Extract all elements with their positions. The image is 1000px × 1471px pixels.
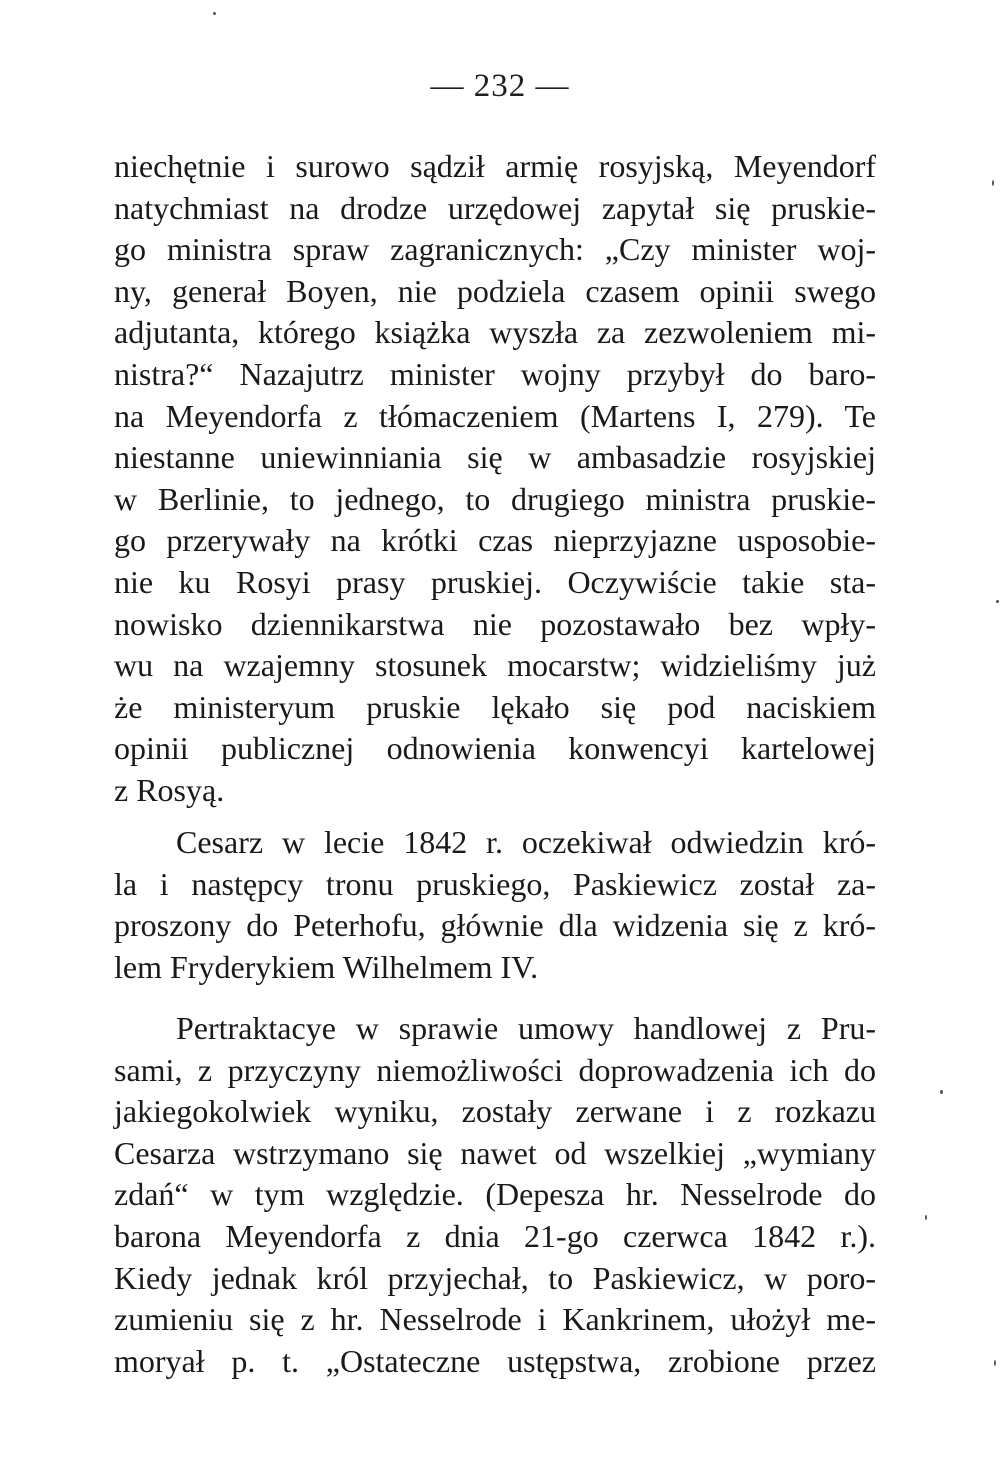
text-line: adjutanta, którego książka wyszła za zezwoleniem mi- [114, 314, 876, 351]
text-line: Cesarz w lecie 1842 r. oczekiwał odwiedzin kró- [176, 824, 876, 860]
text-line: proszony do Peterhofu, głównie dla widzenia się z kró- [114, 907, 876, 944]
text-line: z Rosyą. [114, 771, 225, 808]
text-line: zdań“ w tym względzie. (Depesza hr. Nesselrode do [114, 1176, 876, 1213]
scan-speck [996, 600, 999, 603]
text-line: zumieniu się z hr. Nesselrode i Kankrinem, ułożył me- [114, 1301, 876, 1338]
text-line: Cesarza wstrzymano się nawet od wszelkiej „wymiany [114, 1134, 876, 1171]
text-line: jakiegokolwiek wyniku, zostały zerwane i z rozkazu [114, 1093, 876, 1130]
text-line: na Meyendorfa z tłómaczeniem (Martens I, 279). Te [114, 397, 876, 434]
text-line: niechętnie i surowo sądził armię rosyjską, Meyendorf [114, 148, 876, 184]
text-line: ny, generał Boyen, nie podziela czasem opinii swego [114, 272, 876, 309]
text-line: nowisko dziennikarstwa nie pozostawało bez wpły- [114, 605, 876, 642]
paragraph-1 [114, 146, 876, 812]
text-line: wu na wzajemny stosunek mocarstw; widzieliśmy już [114, 647, 876, 684]
paragraph-2 [114, 822, 876, 988]
text-line: barona Meyendorfa z dnia 21-go czerwca 1842 r.). [114, 1217, 876, 1254]
text-line: lem Fryderykiem Wilhelmem IV. [114, 948, 539, 985]
text-line: niestanne uniewinniania się w ambasadzie rosyjskiej [114, 439, 876, 476]
text-line: la i następcy tronu pruskiego, Paskiewicz został za- [114, 865, 876, 902]
paragraph-3 [114, 1008, 876, 1382]
scan-speck [992, 180, 994, 186]
text-line: go przerywały na krótki czas nieprzyjazne usposobie- [114, 522, 876, 559]
text-line: natychmiast na drodze urzędowej zapytał się pruskie- [114, 189, 876, 226]
text-line: Pertraktacye w sprawie umowy handlowej z Pru- [176, 1010, 876, 1046]
text-line: że ministeryum pruskie lękało się pod naciskiem [114, 688, 876, 725]
text-line: sami, z przyczyny niemożliwości doprowadzenia ich do [114, 1051, 876, 1088]
text-line: nie ku Rosyi prasy pruskiej. Oczywiście takie sta- [114, 563, 876, 600]
scan-speck [925, 1215, 927, 1220]
page-number: — 232 — [430, 68, 570, 104]
text-line: opinii publicznej odnowienia konwencyi kartelowej [114, 730, 876, 767]
text-line: nistra?“ Nazajutrz minister wojny przybył do baro- [114, 355, 876, 392]
scan-speck [213, 12, 216, 15]
scan-speck [994, 1360, 996, 1366]
text-line: go ministra spraw zagranicznych: „Czy minister woj- [114, 231, 876, 268]
scan-speck [940, 1090, 943, 1094]
text-line: Kiedy jednak król przyjechał, to Paskiewicz, w poro- [114, 1259, 876, 1296]
text-line: w Berlinie, to jednego, to drugiego ministra pruskie- [114, 480, 876, 517]
text-line: moryał p. t. „Ostateczne ustępstwa, zrobione przez [114, 1342, 876, 1379]
